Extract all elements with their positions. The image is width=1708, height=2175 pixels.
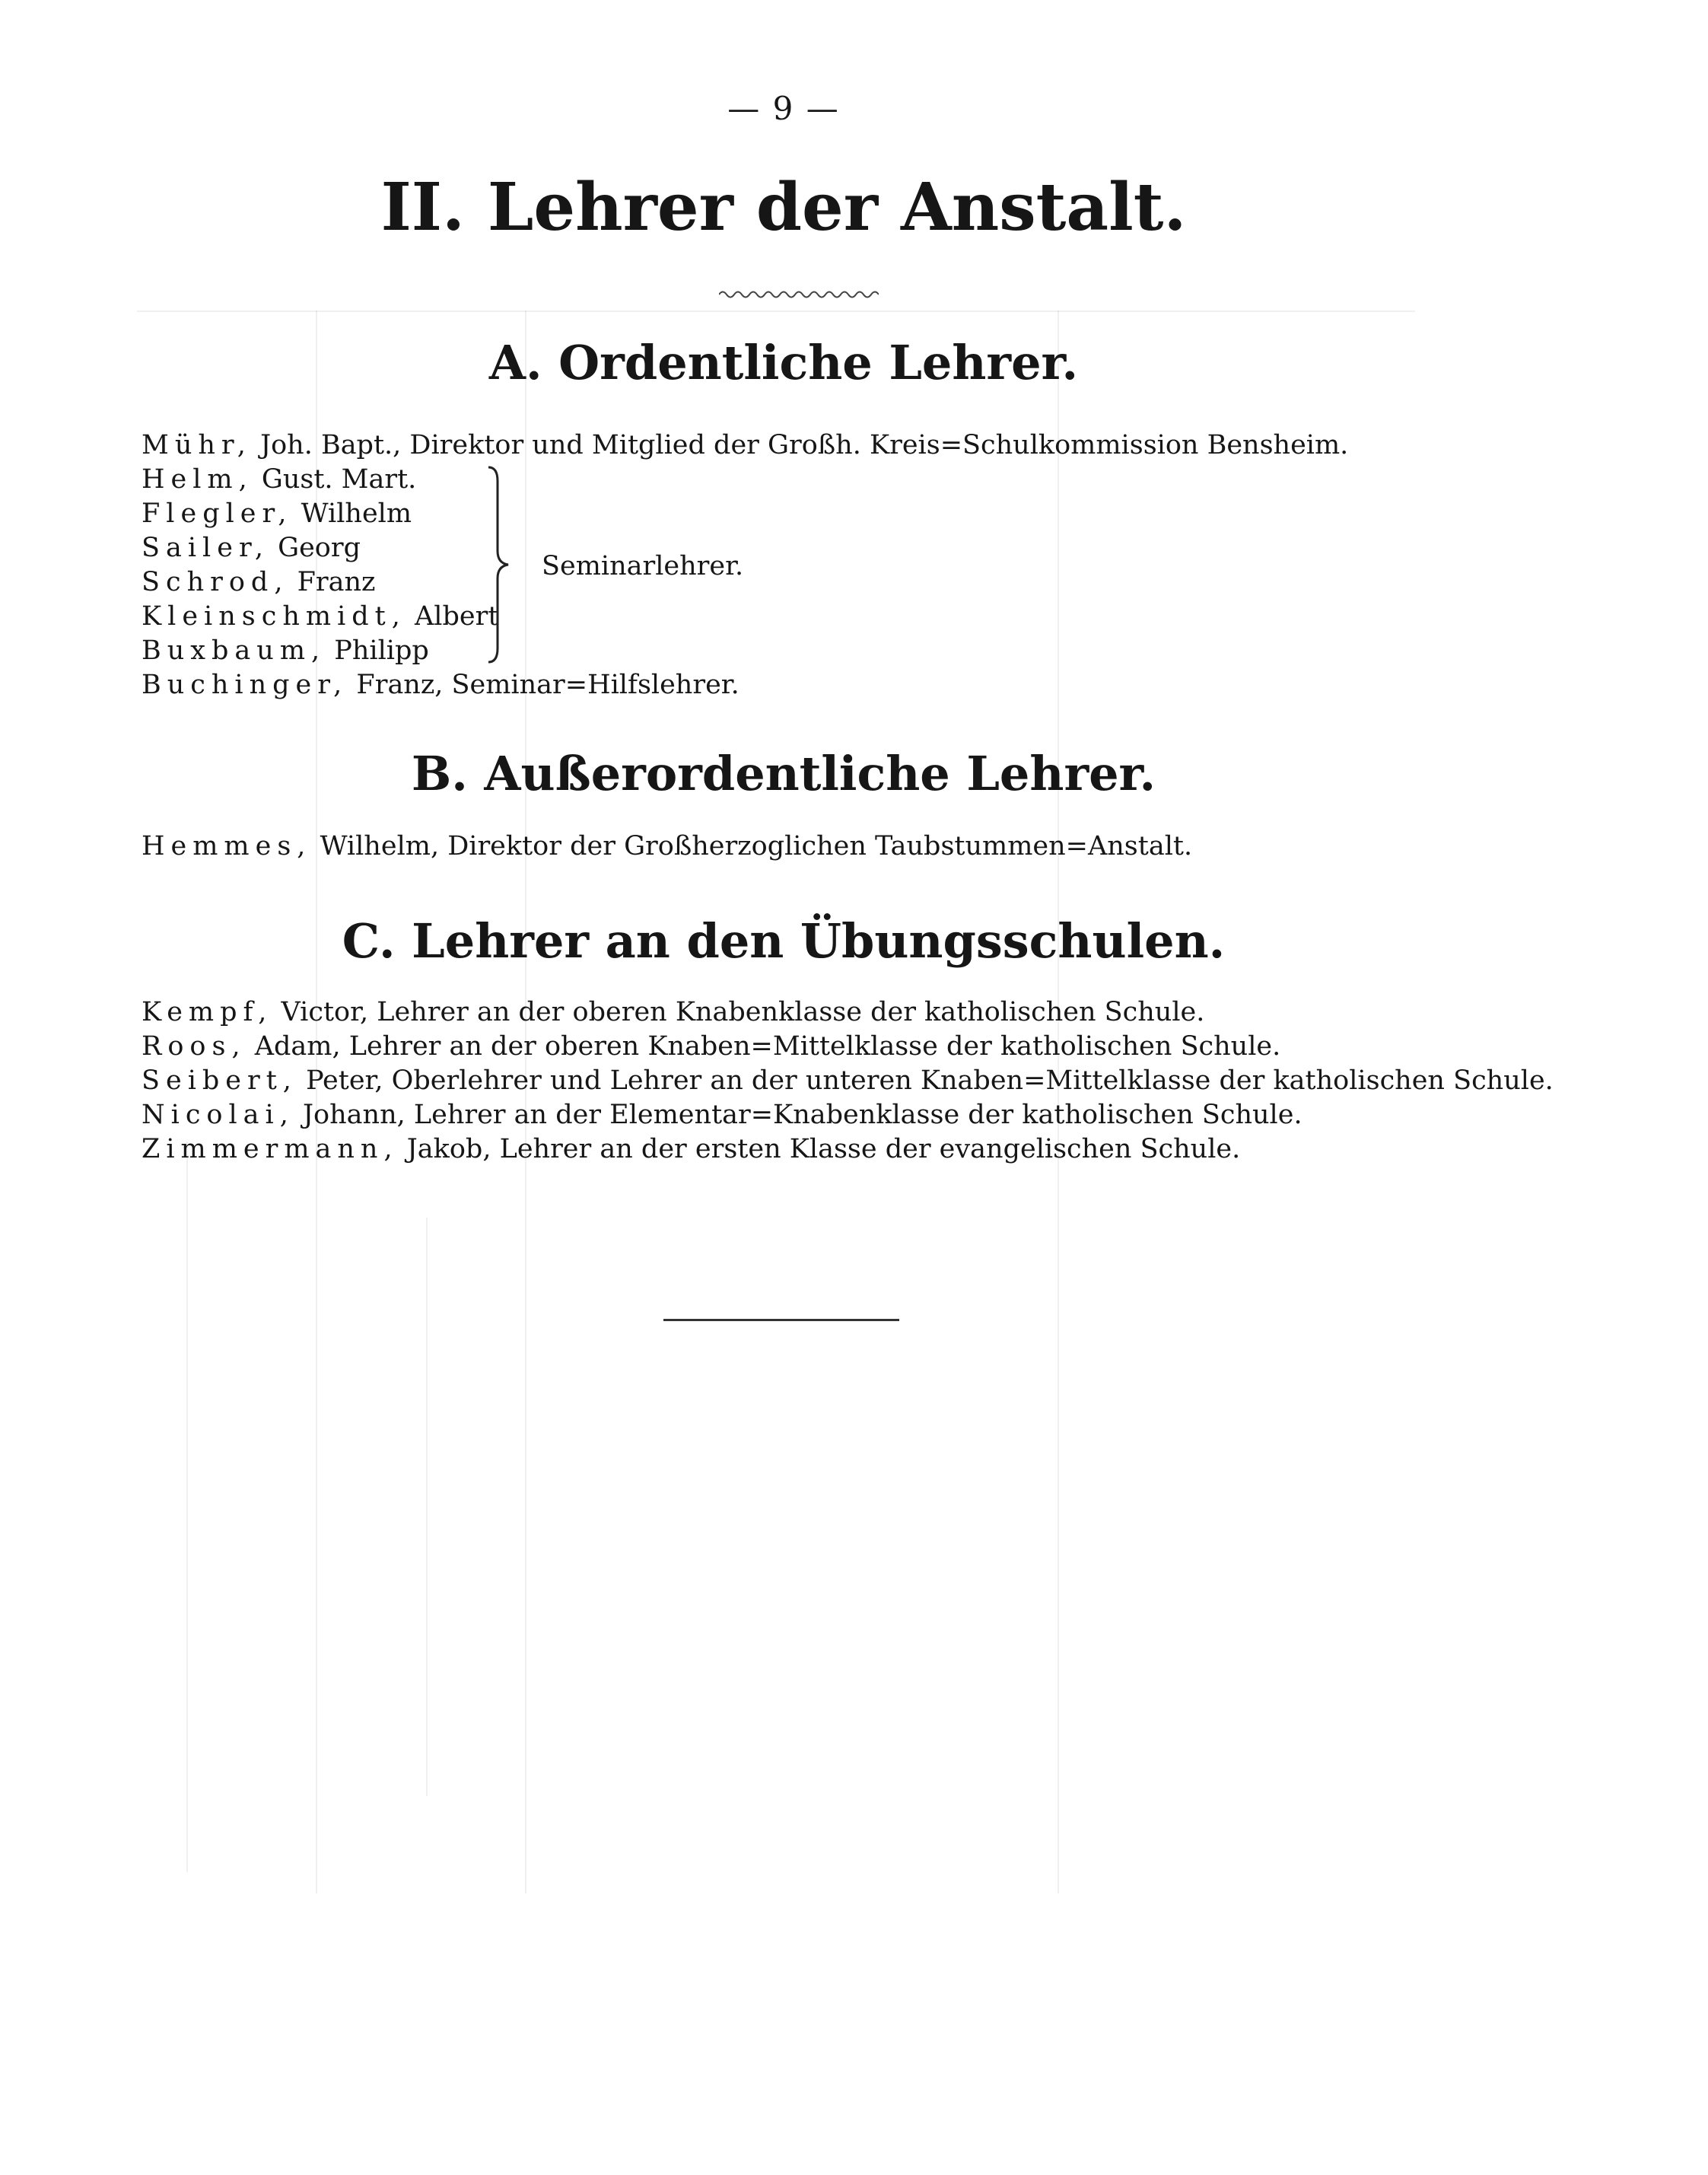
practice-school-teacher-entry	[142, 1134, 1240, 1164]
practice-school-teacher-entry	[142, 1031, 1280, 1062]
practice-school-teacher-entry	[142, 997, 1204, 1027]
teacher-name: Zimmermann,	[142, 1134, 399, 1164]
teacher-details: Victor, Lehrer an der oberen Knabenklasse der katholischen Schule.	[281, 997, 1205, 1027]
teacher-details: Johann, Lehrer an der Elementar=Knabenklasse der katholischen Schule.	[303, 1100, 1302, 1130]
teacher-details: Adam, Lehrer an der oberen Knaben=Mittelklasse der katholischen Schule.	[254, 1031, 1281, 1062]
seminar-teachers-label: Seminarlehrer.	[542, 551, 744, 581]
teacher-given-name: Gust. Mart.	[261, 464, 417, 495]
teacher-given-name: Philipp	[334, 635, 429, 666]
page-number: — 9 —	[727, 90, 840, 127]
seminar-teacher-entry	[142, 635, 429, 666]
curly-brace	[487, 466, 510, 664]
teacher-surname: Schrod,	[142, 567, 289, 597]
teacher-name: Kempf,	[142, 997, 273, 1027]
teacher-details: Wilhelm, Direktor der Großherzoglichen Taubstummen=Anstalt.	[320, 831, 1193, 861]
teacher-name: Nicolai,	[142, 1100, 294, 1130]
teacher-surname: Sailer,	[142, 533, 269, 563]
title-flourish	[719, 289, 879, 300]
seminar-teacher-entry	[142, 464, 416, 495]
section-b-heading: B. Außerordentliche Lehrer.	[411, 746, 1156, 801]
assistant-details: Franz, Seminar=Hilfslehrer.	[356, 670, 739, 700]
teacher-given-name: Albert	[415, 601, 499, 632]
extraordinary-teacher-entry	[142, 831, 1192, 861]
seminar-teacher-entry	[142, 533, 361, 563]
seminar-teacher-entry	[142, 498, 412, 529]
seminar-teacher-entry	[142, 601, 498, 632]
practice-school-teacher-entry	[142, 1065, 1554, 1096]
teacher-surname: Flegler,	[142, 498, 293, 529]
teacher-given-name: Georg	[278, 533, 361, 563]
teacher-surname: Kleinschmidt,	[142, 601, 406, 632]
seminar-teacher-entry	[142, 567, 375, 597]
teacher-details: Peter, Oberlehrer und Lehrer an der unteren Knaben=Mittelklasse der katholischen Schule.	[306, 1065, 1554, 1096]
teacher-given-name: Wilhelm	[301, 498, 412, 529]
teacher-surname: Buxbaum,	[142, 635, 326, 666]
assistant-name: Buchinger,	[142, 670, 348, 700]
teacher-given-name: Franz	[297, 567, 376, 597]
director-entry	[142, 430, 1348, 460]
director-name: Mühr,	[142, 430, 252, 460]
bleed-through-column-rule	[186, 1142, 188, 1872]
page-title: II. Lehrer der Anstalt.	[380, 169, 1187, 246]
director-details: Joh. Bapt., Direktor und Mitglied der Großh. Kreis=Schulkommission Bensheim.	[260, 430, 1349, 460]
assistant-teacher-entry	[142, 670, 739, 700]
practice-school-teacher-entry	[142, 1100, 1302, 1130]
teacher-name: Hemmes,	[142, 831, 312, 861]
section-a-heading: A. Ordentliche Lehrer.	[488, 335, 1079, 390]
teacher-details: Jakob, Lehrer an der ersten Klasse der evangelischen Schule.	[406, 1134, 1241, 1164]
teacher-name: Roos,	[142, 1031, 246, 1062]
bleed-through-column-rule	[426, 1218, 428, 1796]
section-c-heading: C. Lehrer an den Übungsschulen.	[342, 913, 1226, 969]
teacher-surname: Helm,	[142, 464, 253, 495]
end-rule	[663, 1319, 899, 1321]
teacher-name: Seibert,	[142, 1065, 297, 1096]
